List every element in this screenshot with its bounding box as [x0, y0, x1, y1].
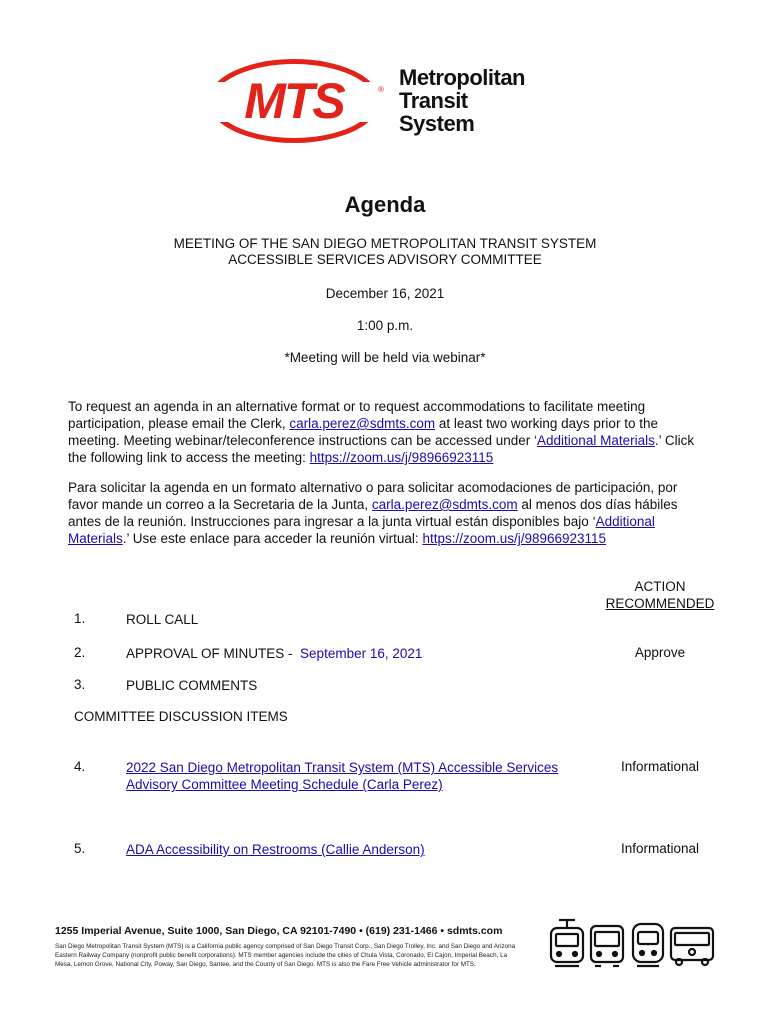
- item-meeting-schedule: [126, 759, 558, 793]
- clerk-email-link-es[interactable]: carla.perez@sdmts.com: [371, 497, 518, 512]
- meeting-date: December 16, 2021: [325, 286, 445, 301]
- section-heading: COMMITTEE DISCUSSION ITEMS: [74, 709, 288, 724]
- bus-icon: [591, 926, 623, 966]
- zoom-link[interactable]: https://zoom.us/j/98966923115: [309, 450, 494, 465]
- footer-address: 1255 Imperial Avenue, Suite 1000, San Diego, CA 92101-7490 • (619) 231-1466 • sdmts.com: [55, 925, 503, 937]
- trolley-icon: [551, 920, 583, 966]
- item-number: 4.: [74, 759, 86, 774]
- item-action: Approve: [634, 645, 686, 660]
- item-approval-of-minutes: APPROVAL OF MINUTES - September 16, 2021: [126, 646, 423, 661]
- item-number: 5.: [74, 841, 86, 856]
- svg-text:®: ®: [378, 85, 384, 94]
- ada-restrooms-link[interactable]: ADA Accessibility on Restrooms (Callie Anderson): [126, 842, 425, 857]
- accessible-bus-icon: [671, 928, 713, 965]
- item-number: 3.: [74, 677, 86, 692]
- meeting-schedule-link[interactable]: 2022 San Diego Metropolitan Transit System (MTS) Accessible Services Advisory Committee Meeting Schedule (Carla Perez): [126, 760, 559, 792]
- meeting-note: *Meeting will be held via webinar*: [284, 350, 486, 365]
- english-instructions: To request an agenda in an alternative format or to request accommodations to facilitate meeting participation, please email the Clerk, carla.perez@sdmts.com at least two working days prior to the meeting. Meeting webinar/teleconference instructions can be accessed under ‘Additional Materials.’ Click the following link to access the meeting: https://zoom.us/j/98966923115: [68, 399, 695, 465]
- meeting-line-2: ACCESSIBLE SERVICES ADVISORY COMMITTEE: [228, 252, 542, 267]
- additional-materials-link[interactable]: Additional Materials: [537, 433, 655, 448]
- footer-disclaimer: San Diego Metropolitan Transit System (MTS) is a California public agency comprised of San Diego Transit Corp., San Diego Trolley, Inc. and San Diego and Arizona Eastern Railway Company (nonprofit public benefit corporations). MTS member agencies include the cities of Chula Vista, Coronado, El Cajon, Imperial Beach, La Mesa, Lemon Grove, National City, Poway, San Diego, Santee, and the County of San Diego. MTS is also the Fare Free Vehicle administrator for MTS.: [55, 943, 516, 968]
- spanish-instructions: Para solicitar la agenda en un formato alternativo o para solicitar acomodaciones de participación, por favor mande un correo a la Secretaria de la Junta, carla.perez@sdmts.com al menos dos días hábiles antes de la reunión. Instrucciones para ingresar a la junta virtual están disponibles bajo ‘Additional Materials.’ Use este enlace para acceder la reunión virtual: https://zoom.us/j/98966923115: [68, 480, 678, 546]
- additional-materials-link-es[interactable]: Additional Materials: [68, 514, 655, 546]
- logo-wordmark: Metropolitan Transit System: [399, 65, 525, 136]
- item-action: Informational: [620, 841, 700, 856]
- item-number: 2.: [74, 645, 86, 660]
- zoom-link-es[interactable]: https://zoom.us/j/98966923115: [422, 531, 607, 546]
- item-public-comments: PUBLIC COMMENTS: [126, 678, 258, 693]
- meeting-line-1: MEETING OF THE SAN DIEGO METROPOLITAN TRANSIT SYSTEM: [173, 236, 597, 251]
- mts-logo: [206, 56, 546, 146]
- item-roll-call: ROLL CALL: [126, 612, 199, 627]
- clerk-email-link[interactable]: carla.perez@sdmts.com: [289, 416, 436, 431]
- minutes-date-link[interactable]: September 16, 2021: [300, 646, 423, 661]
- item-number: 1.: [74, 611, 86, 626]
- meeting-time: 1:00 p.m.: [356, 318, 414, 333]
- vehicle-icons: [547, 918, 717, 968]
- rail-icon: [633, 924, 663, 966]
- action-recommended-header: ACTION RECOMMENDED: [605, 579, 715, 611]
- mts-logo-mark: [206, 56, 386, 146]
- item-ada-restrooms: [126, 841, 425, 858]
- logo-mark-text: MTS: [244, 73, 344, 129]
- item-action: Informational: [620, 759, 700, 774]
- page-title: Agenda: [344, 192, 426, 217]
